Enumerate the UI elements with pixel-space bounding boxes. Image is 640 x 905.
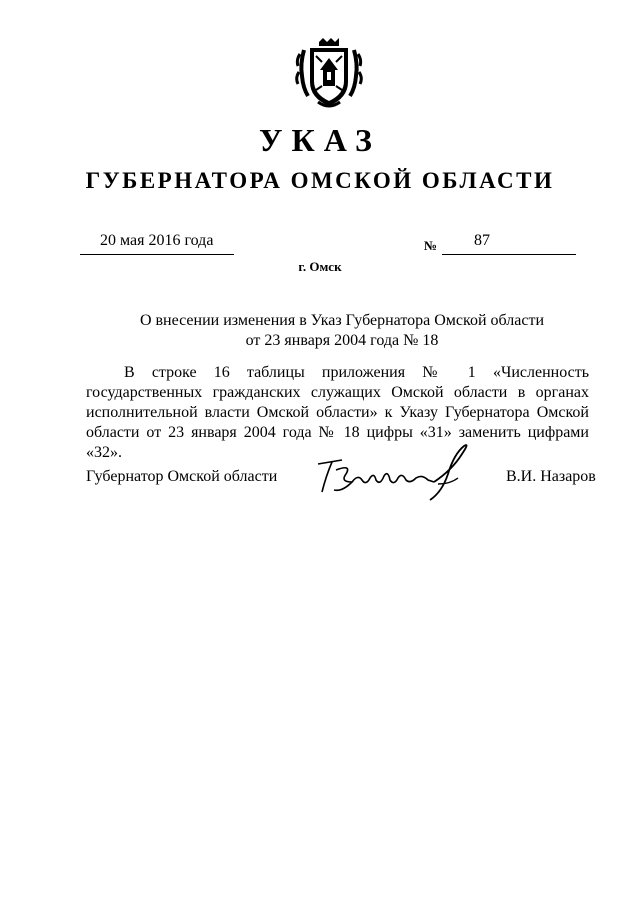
- document-number: 87: [474, 232, 490, 249]
- subject-line-2: от 23 января 2004 года № 18: [245, 332, 439, 349]
- document-city: г. Омск: [298, 259, 342, 274]
- document-title: УКАЗ: [259, 122, 381, 158]
- signatory-name: В.И. Назаров: [506, 468, 596, 485]
- number-field: [442, 232, 576, 255]
- date-field: [80, 232, 234, 255]
- document-body: В строке 16 таблицы приложения № 1 «Численность государственных гражданских служащих Омской области в органах исполнительной власти Омской области» к Указу Губернатора Омской области от 23 января 2004 года № 18 цифры «31» заменить цифрами «32».: [86, 364, 589, 461]
- number-label: №: [424, 238, 438, 253]
- subject-line-1: О внесении изменения в Указ Губернатора Омской области: [139, 312, 545, 329]
- document-date: 20 мая 2016 года: [100, 232, 214, 249]
- signatory-position: Губернатор Омской области: [86, 468, 278, 485]
- omsk-coat-of-arms-icon: [294, 36, 364, 112]
- document-subject: [0, 311, 640, 351]
- document-subtitle: ГУБЕРНАТОРА ОМСКОЙ ОБЛАСТИ: [85, 168, 555, 193]
- handwritten-signature-icon: [312, 440, 482, 502]
